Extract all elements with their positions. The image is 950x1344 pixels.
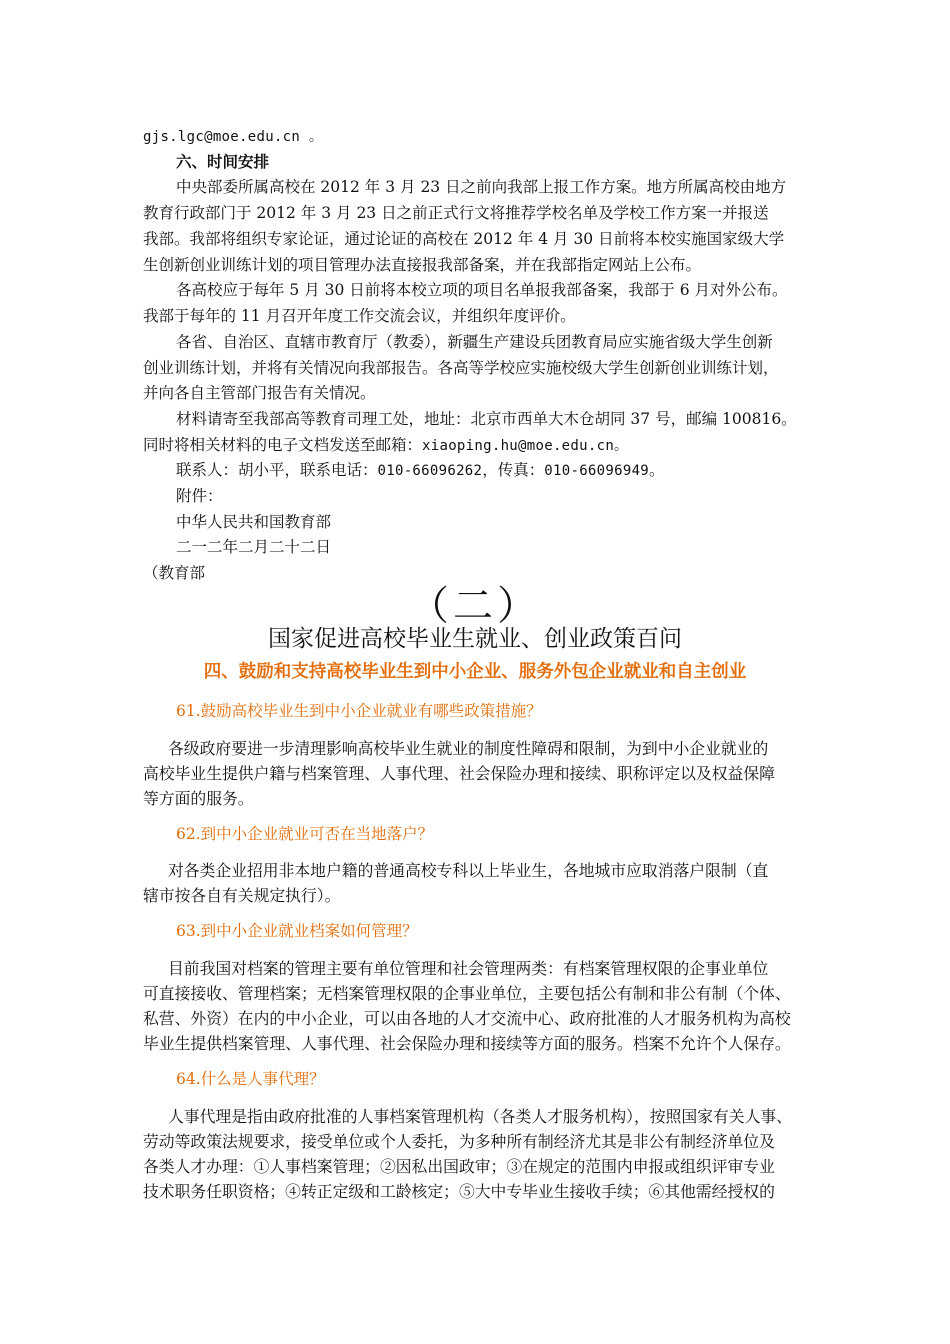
section-number: （二） bbox=[409, 583, 541, 629]
contact-fax: 010-66096949 bbox=[544, 463, 650, 479]
section-heading-schedule: 六、时间安排 bbox=[176, 153, 270, 171]
contact-line bbox=[176, 459, 665, 482]
paragraph-line: 各高校应于每年 5 月 30 日前将本校立项的项目名单报我部备案，我部于 6 月对外公布。 bbox=[176, 281, 788, 299]
contact-end: 。 bbox=[649, 461, 665, 479]
paragraph-line: 并向各自主管部门报告有关情况。 bbox=[143, 384, 376, 402]
answer-line: 劳动等政策法规要求，接受单位或个人委托，为多种所有制经济尤其是非公有制经济单位及 bbox=[143, 1132, 775, 1151]
paragraph-line: 我部于每年的 11 月召开年度工作交流会议，并组织年度评价。 bbox=[143, 307, 576, 325]
contact-phone: 010-66096262 bbox=[377, 463, 483, 479]
answer-line: 辖市按各自有关规定执行）。 bbox=[143, 886, 341, 905]
email-address: xiaoping.hu@moe.edu.cn。 bbox=[422, 438, 629, 454]
paragraph-line: 教育行政部门于 2012 年 3 月 23 日之前正式行文将推荐学校名单及学校工作方案一并报送 bbox=[143, 204, 769, 222]
signature-org: 中华人民共和国教育部 bbox=[176, 513, 332, 531]
answer-line: 人事代理是指由政府批准的人事档案管理机构（各类人才服务机构），按照国家有关人事、 bbox=[168, 1107, 792, 1126]
attachment-label: 附件： bbox=[176, 487, 223, 505]
paragraph-line: 创业训练计划，并将有关情况向我部报告。各高等学校应实施校级大学生创新创业训练计划， bbox=[143, 359, 779, 377]
paragraph-line: 各省、自治区、直辖市教育厅（教委），新疆生产建设兵团教育局应实施省级大学生创新 bbox=[176, 333, 773, 351]
section-title: 国家促进高校毕业生就业、创业政策百问 bbox=[268, 626, 682, 652]
answer-line: 高校毕业生提供户籍与档案管理、人事代理、社会保险办理和接续、职称评定以及权益保障 bbox=[143, 764, 775, 783]
paragraph-line: 中央部委所属高校在 2012 年 3 月 23 日之前向我部上报工作方案。地方所属高校由地方 bbox=[176, 178, 787, 196]
section-subtitle: 四、鼓励和支持高校毕业生到中小企业、服务外包企业就业和自主创业 bbox=[203, 662, 747, 682]
email-prefix: 同时将相关材料的电子文档发送至邮箱： bbox=[143, 436, 423, 454]
source-note: （教育部 bbox=[143, 564, 206, 582]
answer-line: 技术职务任职资格；④转正定级和工龄核定；⑤大中专毕业生接收手续；⑥其他需经授权的 bbox=[143, 1182, 775, 1201]
contact-mid: ，传真： bbox=[482, 461, 545, 479]
answer-line: 私营、外资）在内的中小企业，可以由各地的人才交流中心、政府批准的人才服务机构为高校 bbox=[143, 1009, 791, 1028]
answer-line: 各级政府要进一步清理影响高校毕业生就业的制度性障碍和限制，为到中小企业就业的 bbox=[168, 739, 769, 758]
answer-line: 各类人才办理：①人事档案管理；②因私出国政审；③在规定的范围内申报或组织评审专业 bbox=[143, 1157, 775, 1176]
paragraph-line: 我部。我部将组织专家论证，通过论证的高校在 2012 年 4 月 30 日前将本校实施国家级大学 bbox=[143, 230, 785, 248]
answer-line: 毕业生提供档案管理、人事代理、社会保险办理和接续等方面的服务。档案不允许个人保存。 bbox=[143, 1034, 791, 1053]
email-line: gjs.lgc@moe.edu.cn 。 bbox=[143, 129, 324, 145]
paragraph-line: 材料请寄至我部高等教育司理工处，地址：北京市西单大木仓胡同 37 号，邮编 100816。 bbox=[176, 410, 797, 428]
paragraph-line-email bbox=[143, 434, 628, 457]
question-63: 63.到中小企业就业档案如何管理？ bbox=[176, 922, 418, 940]
question-62: 62.到中小企业就业可否在当地落户？ bbox=[176, 825, 434, 843]
question-64: 64.什么是人事代理？ bbox=[176, 1070, 325, 1088]
question-61: 61.鼓励高校毕业生到中小企业就业有哪些政策措施？ bbox=[176, 702, 542, 720]
signature-date: 二一二年二月二十二日 bbox=[176, 538, 332, 556]
contact-prefix: 联系人：胡小平，联系电话： bbox=[176, 461, 378, 479]
answer-line: 等方面的服务。 bbox=[143, 789, 254, 808]
answer-line: 目前我国对档案的管理主要有单位管理和社会管理两类：有档案管理权限的企事业单位 bbox=[168, 959, 769, 978]
answer-line: 可直接接收、管理档案；无档案管理权限的企事业单位，主要包括公有制和非公有制（个体、 bbox=[143, 984, 791, 1003]
answer-line: 对各类企业招用非本地户籍的普通高校专科以上毕业生，各地城市应取消落户限制（直 bbox=[168, 861, 769, 880]
paragraph-line: 生创新创业训练计划的项目管理办法直接报我部备案，并在我部指定网站上公布。 bbox=[143, 256, 702, 274]
